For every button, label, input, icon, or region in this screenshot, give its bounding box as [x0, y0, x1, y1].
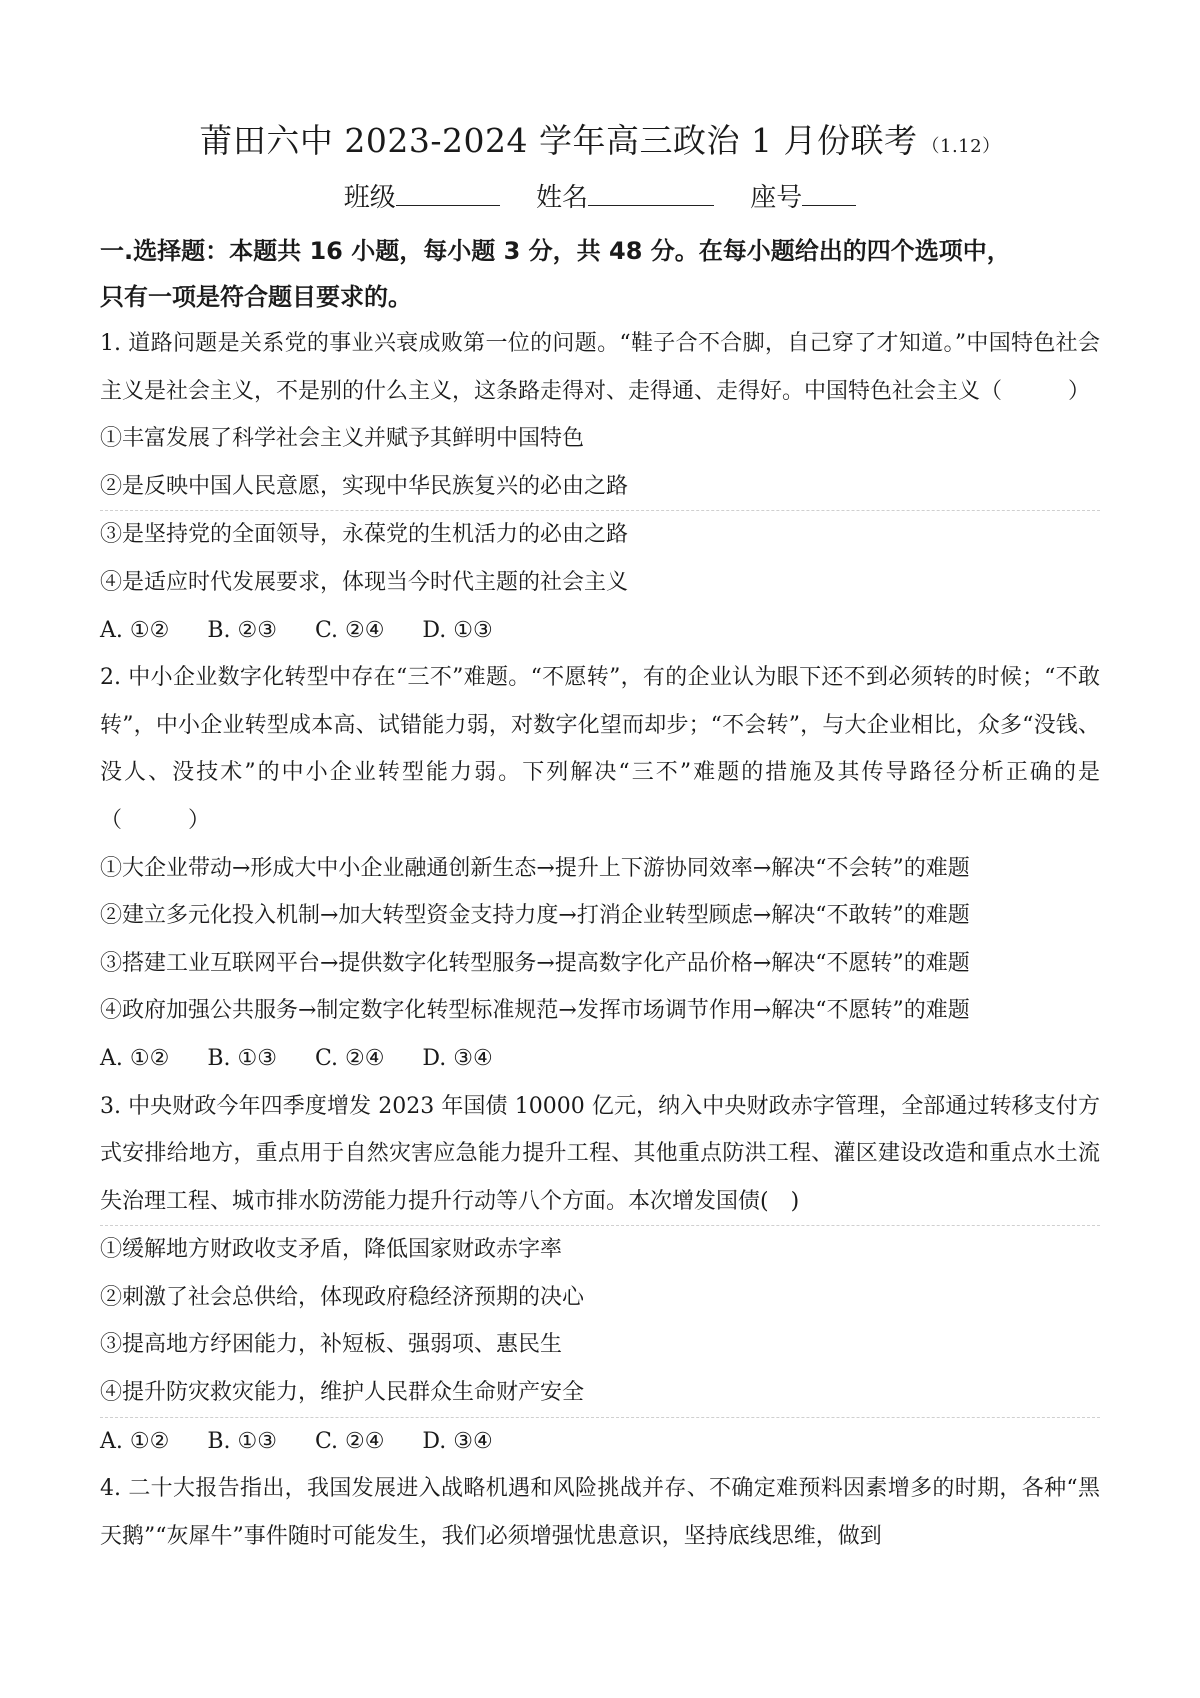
exam-date: （1.12）	[921, 136, 1001, 157]
question-1	[100, 320, 1100, 654]
answer-a[interactable]: A. ①②	[100, 1428, 170, 1454]
section-heading	[100, 228, 1100, 320]
name-field[interactable]	[536, 183, 714, 213]
seat-label: 座号	[750, 183, 803, 213]
answer-d[interactable]: D. ③④	[422, 1045, 493, 1071]
name-blank[interactable]	[588, 179, 714, 206]
answer-c[interactable]: C. ②④	[314, 617, 385, 643]
option-4: ④政府加强公共服务→制定数字化转型标准规范→发挥市场调节作用→解决“不愿转”的难题	[100, 998, 970, 1024]
option-2: ②是反映中国人民意愿，实现中华民族复兴的必由之路	[100, 473, 629, 499]
answer-a[interactable]: A. ①②	[100, 1045, 170, 1071]
answer-d[interactable]: D. ①③	[422, 617, 493, 643]
answer-c[interactable]: C. ②④	[314, 1428, 385, 1454]
section-heading-line2: 只有一项是符合题目要求的。	[100, 283, 412, 311]
option-4: ④是适应时代发展要求，体现当今时代主题的社会主义	[100, 569, 629, 595]
answer-b[interactable]: B. ②③	[207, 617, 277, 643]
answer-c[interactable]: C. ②④	[314, 1045, 385, 1071]
class-label: 班级	[343, 183, 396, 213]
answer-choices	[100, 1418, 1100, 1466]
question-stem: 1. 道路问题是关系党的事业兴衰成败第一位的问题。“鞋子合不合脚，自己穿了才知道。”中国特色社会主义是社会主义，不是别的什么主义，这条路走得对、走得通、走得好。中国特色社会主义（ ）	[100, 331, 1100, 404]
name-label: 姓名	[535, 183, 588, 213]
option-2: ②刺激了社会总供给，体现政府稳经济预期的决心	[100, 1284, 585, 1310]
option-4: ④提升防灾救灾能力，维护人民群众生命财产安全	[100, 1380, 585, 1406]
option-3: ③搭建工业互联网平台→提供数字化转型服务→提高数字化产品价格→解决“不愿转”的难题	[100, 950, 970, 976]
option-3: ③是坚持党的全面领导，永葆党的生机活力的必由之路	[100, 522, 629, 548]
question-stem: 2. 中小企业数字化转型中存在“三不”难题。“不愿转”，有的企业认为眼下还不到必须转的时候；“不敢转”，中小企业转型成本高、试错能力弱，对数字化望而却步；“不会转”，与大企业相比，众多“没钱、没人、没技术”的中小企业转型能力弱。下列解决“三不”难题的措施及其传导路径分析正确的是（ ）	[100, 665, 1100, 833]
option-1: ①大企业带动→形成大中小企业融通创新生态→提升上下游协同效率→解决“不会转”的难题	[100, 855, 970, 881]
answer-a[interactable]: A. ①②	[100, 617, 170, 643]
option-1: ①缓解地方财政收支矛盾，降低国家财政赤字率	[100, 1237, 563, 1263]
class-field[interactable]	[344, 183, 500, 213]
answer-choices	[100, 1035, 1100, 1083]
seat-field[interactable]	[750, 183, 856, 213]
student-info-line	[100, 176, 1100, 220]
class-blank[interactable]	[396, 179, 500, 206]
answer-b[interactable]: B. ①③	[207, 1428, 277, 1454]
option-3: ③提高地方纾困能力，补短板、强弱项、惠民生	[100, 1332, 563, 1358]
answer-d[interactable]: D. ③④	[422, 1428, 493, 1454]
option-1: ①丰富发展了科学社会主义并赋予其鲜明中国特色	[100, 426, 585, 452]
question-4	[100, 1465, 1100, 1560]
seat-blank[interactable]	[802, 179, 856, 206]
question-2	[100, 654, 1100, 1082]
answer-b[interactable]: B. ①③	[207, 1045, 277, 1071]
question-3	[100, 1083, 1100, 1466]
question-stem: 4. 二十大报告指出，我国发展进入战略机遇和风险挑战并存、不确定难预料因素增多的时期，各种“黑天鹅”“灰犀牛”事件随时可能发生，我们必须增强忧患意识，坚持底线思维，做到	[100, 1476, 1100, 1549]
section-heading-line1: 一.选择题：本题共 16 小题，每小题 3 分，共 48 分。在每小题给出的四个选项中，	[100, 237, 1011, 265]
exam-title-text: 莆田六中 2023-2024 学年高三政治 1 月份联考	[199, 121, 918, 160]
exam-title	[100, 118, 1100, 170]
option-2: ②建立多元化投入机制→加大转型资金支持力度→打消企业转型顾虑→解决“不敢转”的难题	[100, 903, 970, 929]
question-stem: 3. 中央财政今年四季度增发 2023 年国债 10000 亿元，纳入中央财政赤字管理，全部通过转移支付方式安排给地方，重点用于自然灾害应急能力提升工程、其他重点防洪工程、灌区建设改造和重点水土流失治理工程、城市排水防涝能力提升行动等八个方面。本次增发国债( )	[100, 1093, 1100, 1214]
answer-choices	[100, 607, 1100, 655]
